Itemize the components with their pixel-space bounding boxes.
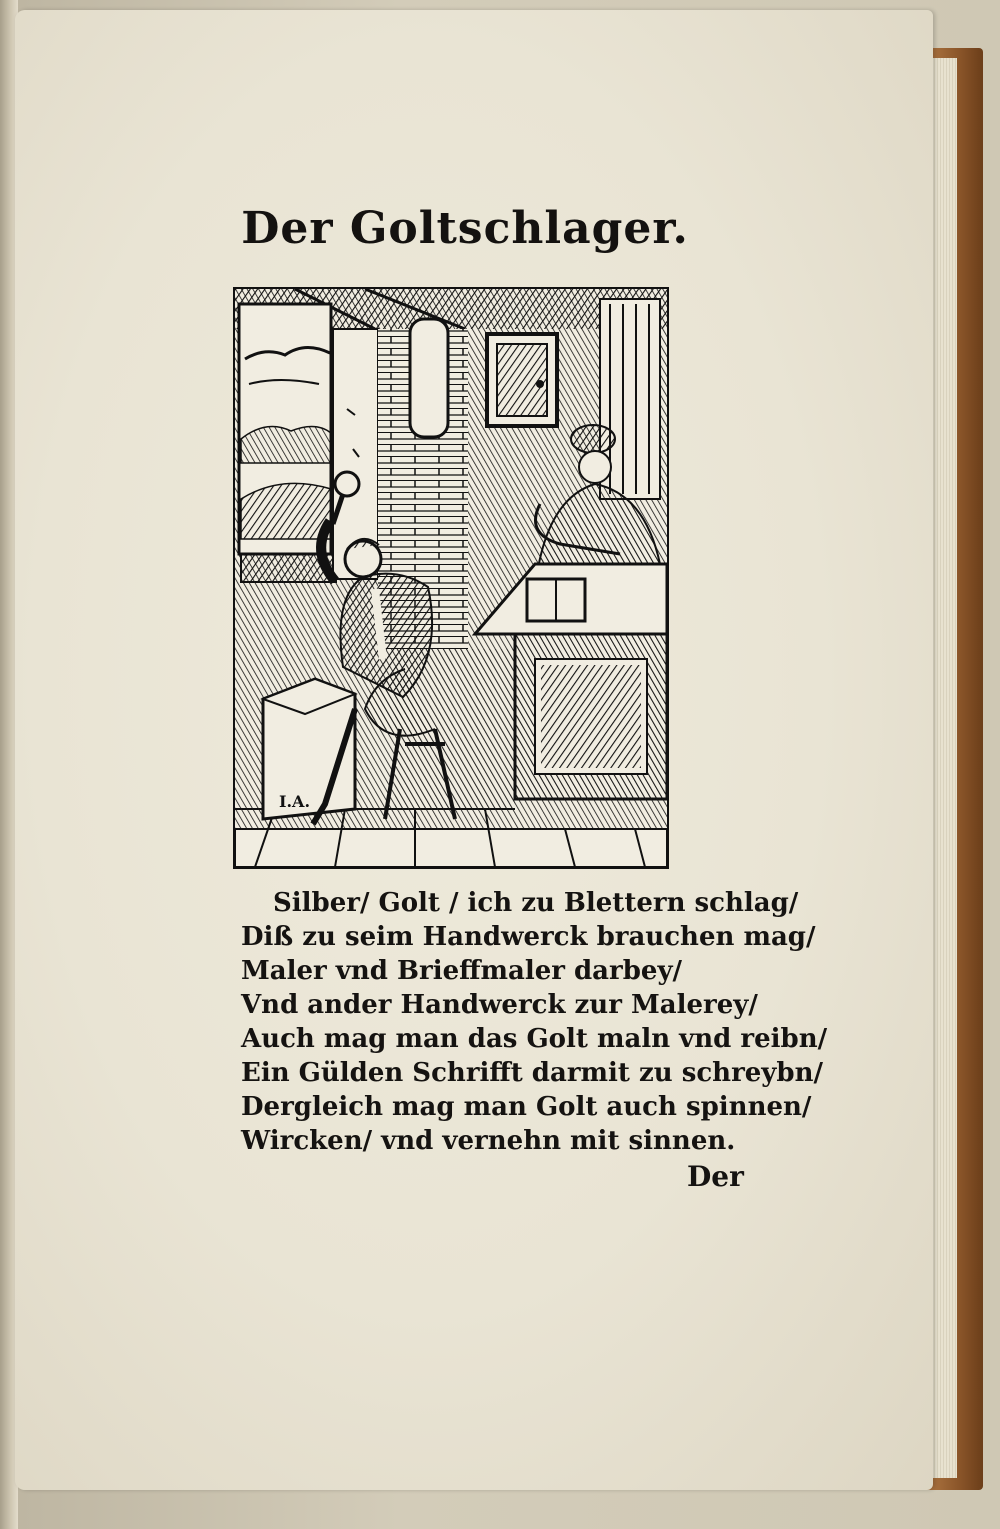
verse-line: Auch mag man das Golt maln vnd reibn/ bbox=[241, 1024, 828, 1054]
verse-line: Diß zu seim Handwerck brauchen mag/ bbox=[241, 922, 816, 952]
page-title: Der Goltschlager. bbox=[241, 203, 689, 254]
wall-niche bbox=[410, 319, 448, 437]
right-figure-hat bbox=[571, 425, 615, 453]
hammer-head bbox=[335, 472, 359, 496]
verse-line: Silber/ Golt / ich zu Blettern schlag/ bbox=[273, 888, 799, 918]
goldbeater-workshop-image bbox=[235, 289, 667, 867]
woodcut-illustration bbox=[233, 287, 669, 869]
verse-block bbox=[241, 886, 828, 1158]
verse-line: Wircken/ vnd vernehn mit sinnen. bbox=[241, 1126, 736, 1156]
verse-line: Dergleich mag man Golt auch spinnen/ bbox=[241, 1092, 812, 1122]
book-page bbox=[15, 10, 933, 1490]
right-figure-head bbox=[579, 451, 611, 483]
catchword: Der bbox=[687, 1160, 744, 1193]
verse-line: Ein Gülden Schrifft darmit zu schreybn/ bbox=[241, 1058, 823, 1088]
verse-line: Vnd ander Handwerck zur Malerey/ bbox=[241, 990, 758, 1020]
verse-line: Maler vnd Brieffmaler darbey/ bbox=[241, 956, 683, 986]
woodcut-monogram: I.A. bbox=[279, 792, 311, 811]
floor bbox=[235, 829, 667, 867]
